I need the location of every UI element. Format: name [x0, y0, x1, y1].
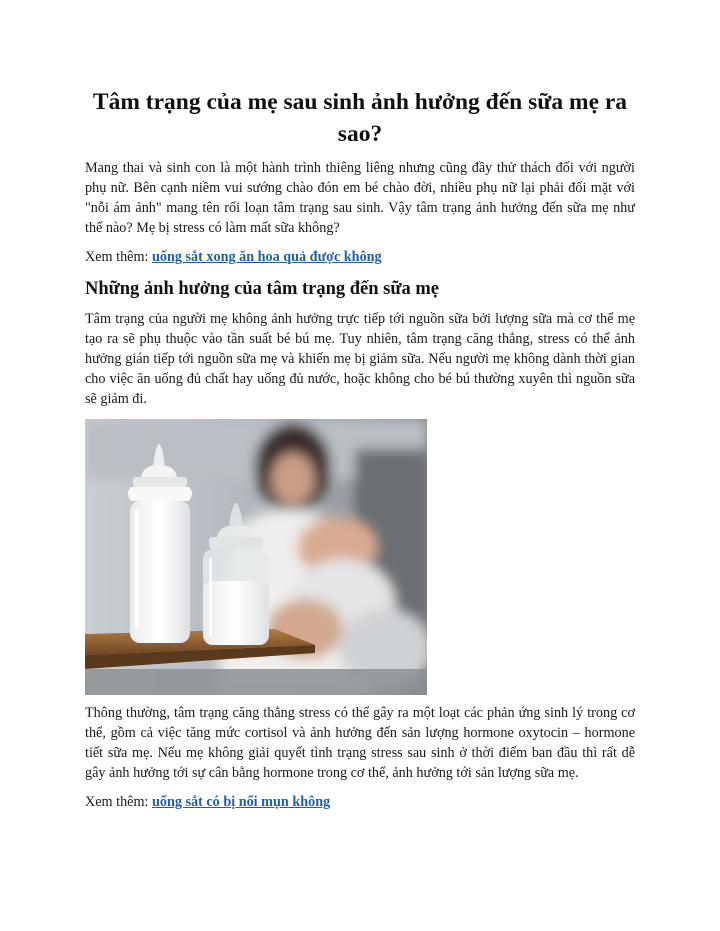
breastfeeding-photo [85, 419, 427, 695]
section-heading: Những ảnh hưởng của tâm trạng đến sữa mẹ [85, 279, 439, 299]
article-title: Tâm trạng của mẹ sau sinh ảnh hưởng đến sữa mẹ ra sao? [92, 89, 628, 147]
article [85, 86, 635, 812]
see-also-2 [85, 792, 635, 812]
see-also-2-prefix: Xem thêm: [85, 794, 152, 810]
see-also-1 [85, 247, 635, 267]
intro-paragraph: Mang thai và sinh con là một hành trình thiêng liêng nhưng cũng đầy thử thách đối với người phụ nữ. Bên cạnh niềm vui sướng chào đón em bé chào đời, nhiều phụ nữ lại phải đối mặt với "nỗi ám ảnh" mang tên rối loạn tâm trạng sau sinh. Vậy tâm trạng ảnh hưởng đến sữa mẹ như thế nào? Mẹ bị stress có làm mất sữa không? [85, 160, 635, 236]
paragraph-3: Thông thường, tâm trạng căng thẳng stress có thể gây ra một loạt các phản ứng sinh lý trong cơ thể, gồm cả việc tăng mức cortisol và ảnh hưởng đến sản lượng hormone oxytocin – hormone tiết sữa mẹ. Nếu mẹ không giải quyết tình trạng stress sau sinh ở thời điểm ban đầu thì rất dễ gây ảnh hưởng tới sự cân bằng hormone trong cơ thể, ảnh hưởng tới sản lượng sữa mẹ. [85, 705, 635, 781]
see-also-1-prefix: Xem thêm: [85, 249, 152, 265]
see-also-1-link[interactable]: uống sắt xong ăn hoa quả được không [151, 249, 382, 265]
see-also-2-link[interactable]: uống sắt có bị nổi mụn không [151, 794, 331, 810]
paragraph-2: Tâm trạng của người mẹ không ảnh hưởng trực tiếp tới nguồn sữa bởi lượng sữa mà cơ thể mẹ tạo ra sẽ phụ thuộc vào tần suất bé bú mẹ. Tuy nhiên, tâm trạng căng thẳng, stress có thể ảnh hưởng gián tiếp tới nguồn sữa mẹ và khiến mẹ bị giảm sữa. Nếu người mẹ không dành thời gian cho việc ăn uống đủ chất hay uống đủ nước, hoặc không cho bé bú thường xuyên thì nguồn sữa sẽ giảm đi. [85, 311, 635, 407]
